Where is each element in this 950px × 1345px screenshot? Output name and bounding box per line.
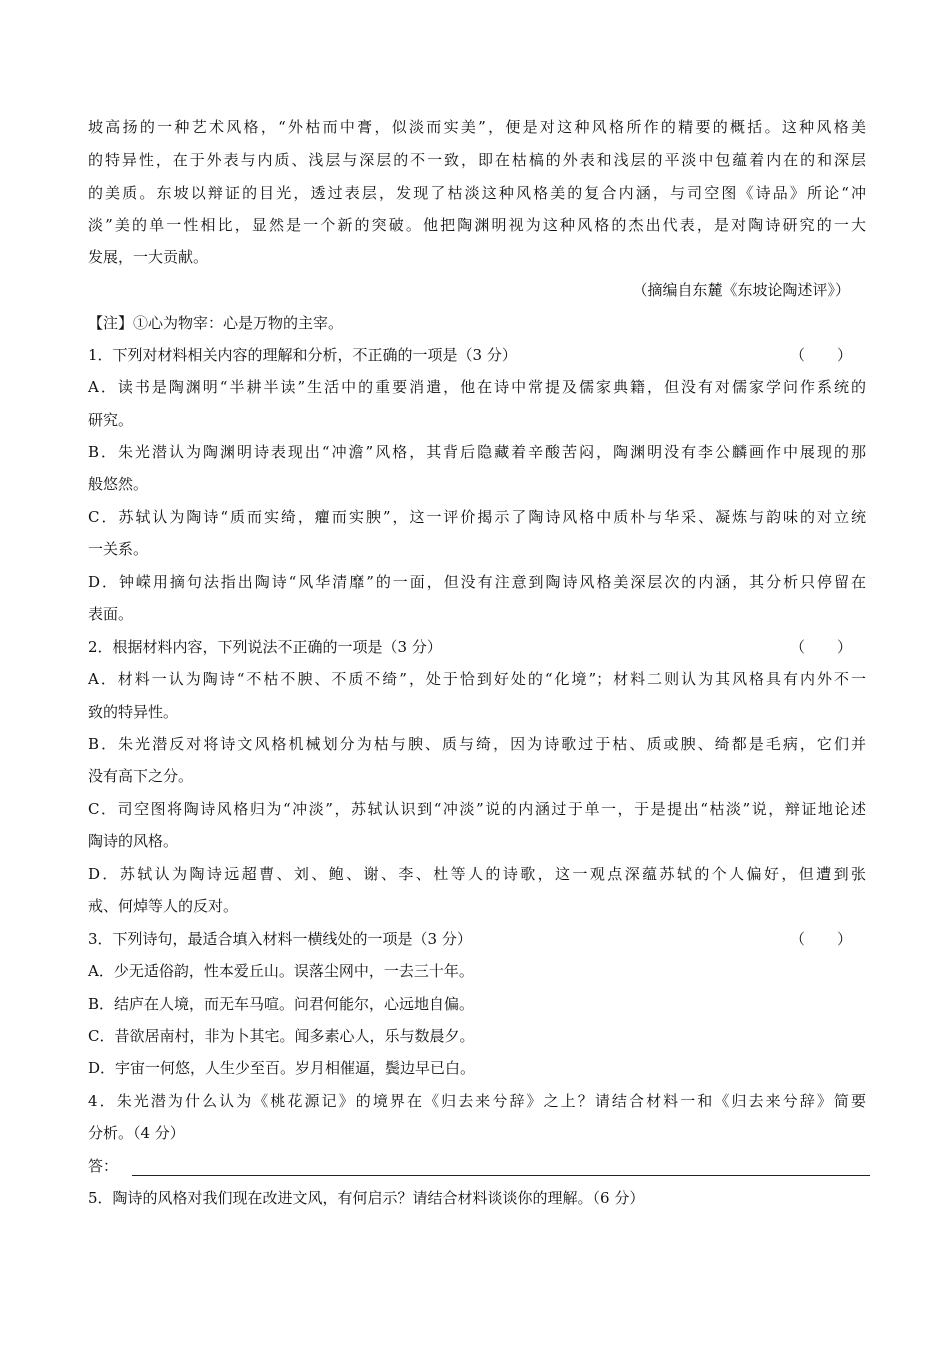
question-3-stem: 3．下列诗句，最适合填入材料一横线处的一项是（3 分）: [88, 930, 472, 948]
source-citation: （摘编自东麓《东坡论陶述评》）: [632, 281, 850, 299]
q2-option-c-cont: 陶诗的风格。: [88, 832, 179, 850]
passage-line-2: 的特异性，在于外表与内质、浅层与深层的不一致，即在枯槁的外表和浅层的平淡中包蕴着内在的和深层: [88, 151, 866, 169]
passage-line-4: 淡”美的单一性相比，显然是一个新的突破。他把陶渊明视为这种风格的杰出代表，是对陶诗研究的一大: [88, 216, 866, 234]
answer-bracket: （ ）: [790, 638, 852, 656]
q3-option-b: B．结庐在人境，而无车马喧。问君何能尔，心远地自偏。: [88, 995, 475, 1013]
q1-option-a-cont: 研究。: [88, 411, 134, 429]
question-1: [88, 345, 866, 365]
footnote: 【注】①心为物宰：心是万物的主宰。: [88, 314, 344, 332]
q1-option-c-cont: 一关系。: [88, 540, 149, 558]
question-1-stem: 1．下列对材料相关内容的理解和分析，不正确的一项是（3 分）: [88, 346, 517, 364]
q2-option-d: D．苏轼认为陶诗远超曹、刘、鲍、谢、李、杜等人的诗歌，这一观点深蕴苏轼的个人偏好，但遭到张: [88, 865, 866, 883]
q1-option-b: B．朱光潜认为陶渊明诗表现出“冲澹”风格，其背后隐藏着辛酸苦闷，陶渊明没有李公麟画作中展现的那: [88, 443, 866, 461]
q3-option-a: A．少无适俗韵，性本爱丘山。误落尘网中，一去三十年。: [88, 962, 474, 980]
answer-label: 答：: [88, 1157, 119, 1175]
q2-option-a-cont: 致的特异性。: [88, 703, 179, 721]
answer-line[interactable]: [132, 1160, 870, 1176]
q1-option-d: D．钟嵘用摘句法指出陶诗“风华清靡”的一面，但没有注意到陶诗风格美深层次的内涵，其分析只停留在: [88, 573, 866, 591]
q2-option-d-cont: 戒、何焯等人的反对。: [88, 897, 239, 915]
q2-option-c: C．司空图将陶诗风格归为“冲淡”，苏轼认识到“冲淡”说的内涵过于单一，于是提出“枯淡”说，辩证地论述: [88, 800, 866, 818]
passage-line-3: 的美质。东坡以辩证的目光，透过表层，发现了枯淡这种风格美的复合内涵，与司空图《诗品》所论“冲: [88, 184, 866, 202]
question-5-stem: 5．陶诗的风格对我们现在改进文风，有何启示？请结合材料谈谈你的理解。（6 分）: [88, 1189, 645, 1207]
q2-option-b: B．朱光潜反对将诗文风格机械划分为枯与腴、质与绮，因为诗歌过于枯、质或腴、绮都是毛病，它们并: [88, 735, 866, 753]
question-2-stem: 2．根据材料内容，下列说法不正确的一项是（3 分）: [88, 638, 442, 656]
question-4-stem-cont: 分析。（4 分）: [88, 1124, 185, 1142]
question-2: [88, 637, 866, 657]
q3-option-c: C．昔欲居南村，非为卜其宅。闻多素心人，乐与数晨夕。: [88, 1027, 475, 1045]
q1-option-a: A．读书是陶渊明“半耕半读”生活中的重要消遣，他在诗中常提及儒家典籍，但没有对儒家学问作系统的: [88, 378, 866, 396]
question-4-stem: 4．朱光潜为什么认为《桃花源记》的境界在《归去来兮辞》之上？请结合材料一和《归去来兮辞》简要: [88, 1092, 866, 1110]
answer-bracket: （ ）: [790, 930, 852, 948]
q1-option-c: C．苏轼认为陶诗“质而实绮，癯而实腴”，这一评价揭示了陶诗风格中质朴与华采、凝炼与韵味的对立统: [88, 508, 866, 526]
q2-option-b-cont: 没有高下之分。: [88, 767, 194, 785]
answer-bracket: （ ）: [790, 346, 852, 364]
question-3: [88, 929, 866, 949]
q3-option-d: D．宇宙一何悠，人生少至百。岁月相催逼，鬓边早已白。: [88, 1059, 476, 1077]
q1-option-d-cont: 表面。: [88, 605, 134, 623]
q2-option-a: A．材料一认为陶诗“不枯不腴、不质不绮”，处于恰到好处的“化境”；材料二则认为其风格具有内外不一: [88, 670, 866, 688]
q1-option-b-cont: 般悠然。: [88, 475, 149, 493]
passage-line-5: 发展，一大贡献。: [88, 248, 209, 266]
question-4-answer: [88, 1156, 866, 1176]
passage-line-1: 坡高扬的一种艺术风格，“外枯而中膏，似淡而实美”，便是对这种风格所作的精要的概括。这种风格美: [88, 118, 866, 136]
